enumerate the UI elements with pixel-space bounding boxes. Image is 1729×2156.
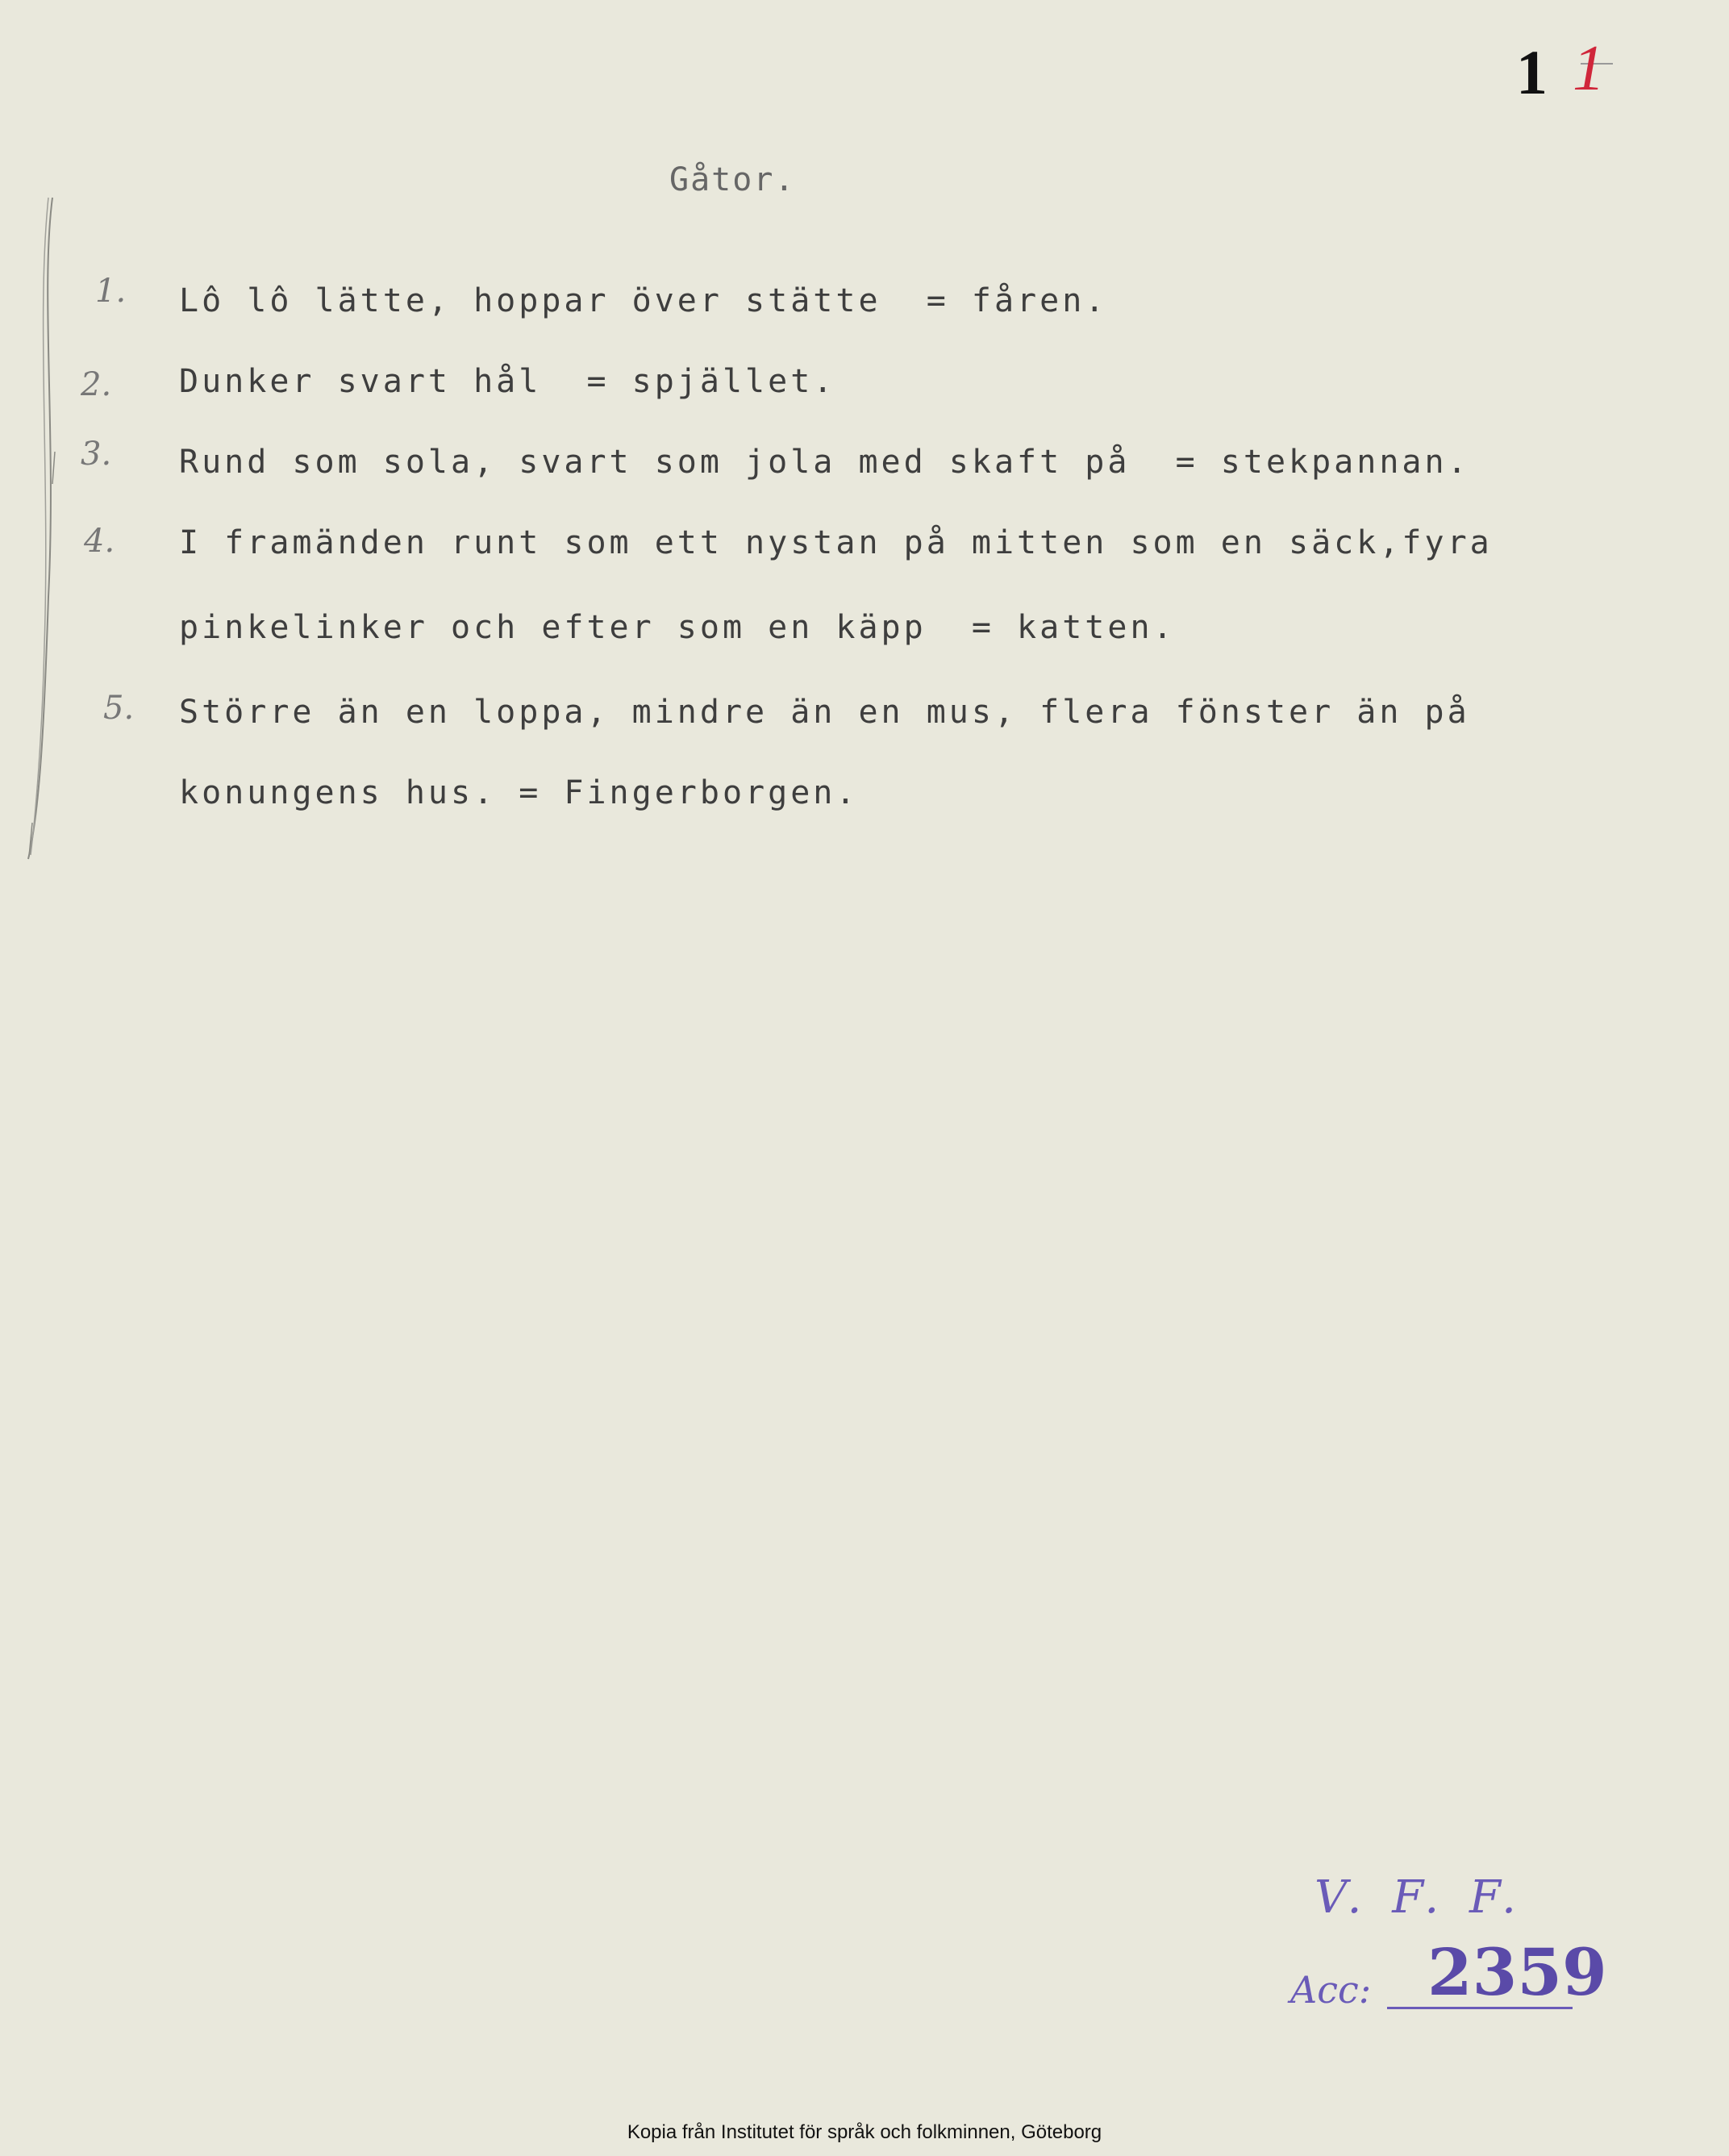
document-title: Gåtor. (669, 161, 796, 198)
riddle-number-4: 4. (84, 523, 115, 560)
riddle-number-2: 2. (81, 366, 112, 403)
footer-credit: Kopia från Institutet för språk och folkminnen, Göteborg (627, 2121, 1102, 2143)
page-number: 1 (1516, 37, 1548, 107)
riddle-number-1: 1. (95, 273, 127, 310)
stamp-acc-label: Acc: (1290, 1968, 1372, 2012)
stamp-vff: V. F. F. (1314, 1871, 1524, 1924)
pencil-bracket (16, 194, 65, 863)
red-page-mark: 1 (1573, 33, 1605, 104)
riddle-1-line-1: Lô lô lätte, hoppar över stätte = fåren. (179, 282, 1108, 319)
riddle-4-line-2: pinkelinker och efter som en käpp = katten. (179, 609, 1176, 646)
riddle-4-line-1: I framänden runt som ett nystan på mitten som en säck,fyra (179, 524, 1493, 561)
riddle-5-line-1: Större än en loppa, mindre än en mus, flera fönster än på (179, 694, 1470, 731)
riddle-2-line-1: Dunker svart hål = spjället. (179, 363, 836, 400)
riddle-5-line-2: konungens hus. = Fingerborgen. (179, 774, 859, 811)
riddle-number-3: 3. (81, 436, 112, 473)
riddle-number-5: 5. (103, 690, 135, 727)
stamp-acc-number: 2359 (1427, 1934, 1607, 2010)
riddle-3-line-1: Rund som sola, svart som jola med skaft på = stekpannan. (179, 444, 1470, 481)
